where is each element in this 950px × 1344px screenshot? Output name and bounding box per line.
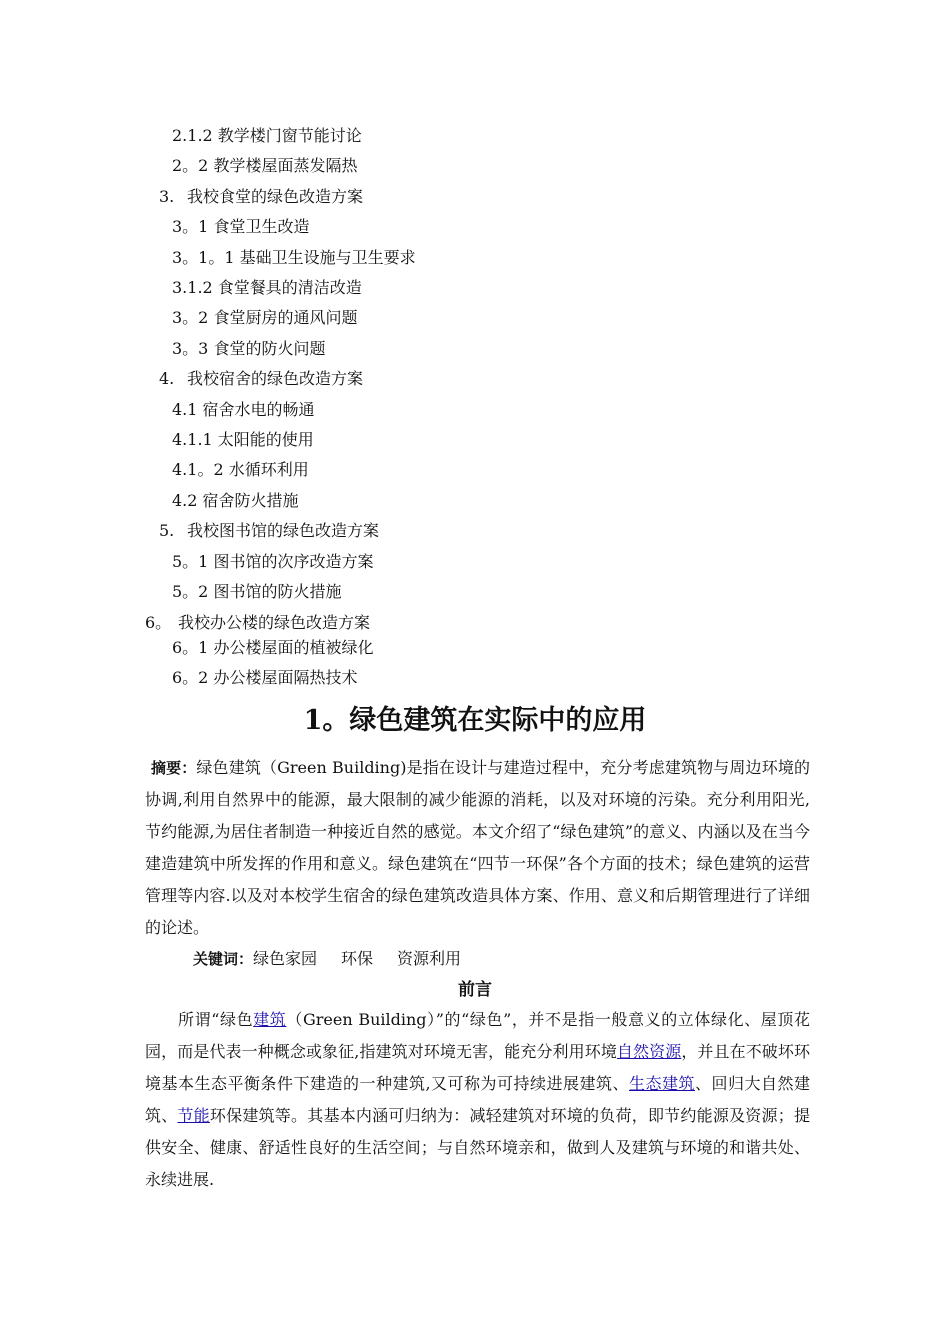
toc-entry: [172, 491, 299, 511]
keywords-line: [193, 946, 461, 972]
toc-entry: [172, 430, 314, 450]
toc-entry-text: 2。2 教学楼屋面蒸发隔热: [172, 156, 358, 175]
preface-text: 环保建筑等。其基本内涵可归纳为：减轻建筑对环境的负荷，即节约能源及资源；提供安全、健康、舒适性良好的生活空间；与自然环境亲和，做到人及建筑与环境的和谐共处、永续进展.: [145, 1106, 810, 1189]
toc-entry: [172, 552, 373, 572]
toc-entry-text: 3。2 食堂厨房的通风问题: [172, 308, 358, 327]
toc-entry: [172, 308, 357, 328]
toc-entry-number: 5.: [159, 521, 175, 540]
keywords-label: 关键词：: [193, 950, 254, 968]
toc-entry: [172, 582, 341, 602]
toc-entry: [172, 339, 325, 359]
toc-entry-text: 我校食堂的绿色改造方案: [187, 187, 364, 206]
abstract-paragraph: [145, 752, 810, 944]
toc-entry-text: 5。1 图书馆的次序改造方案: [172, 552, 374, 571]
toc-entry-text: 4.2 宿舍防火措施: [172, 491, 299, 510]
toc-entry: [172, 248, 416, 268]
section-title: 1。绿色建筑在实际中的应用: [303, 705, 647, 736]
toc-entry-text: 5。2 图书馆的防火措施: [172, 582, 342, 601]
toc-entry-text: 4.1。2 水循环利用: [172, 460, 309, 479]
toc-entry: [172, 126, 362, 146]
toc-entry-text: 4.1 宿舍水电的畅通: [172, 400, 315, 419]
toc-entry: [172, 668, 357, 688]
preface-paragraph: [145, 1004, 810, 1196]
keyword-item: 资源利用: [397, 949, 462, 968]
toc-entry-text: 我校办公楼的绿色改造方案: [178, 613, 371, 632]
toc-entry: [172, 400, 315, 420]
toc-entry-text: 我校宿舍的绿色改造方案: [187, 369, 364, 388]
toc-entry-number: 4.: [159, 369, 175, 388]
toc-entry: [159, 521, 379, 541]
preface-text: 所谓“绿色: [178, 1010, 254, 1029]
keyword-item: 绿色家园: [253, 949, 318, 968]
preface-text: 、回归大自然建筑、: [145, 1074, 810, 1125]
toc-entry-text: 我校图书馆的绿色改造方案: [187, 521, 380, 540]
link-energy-saving[interactable]: 节能: [177, 1106, 210, 1125]
toc-entry-text: 3。1 食堂卫生改造: [172, 217, 310, 236]
toc-entry: [172, 638, 373, 658]
preface-heading: 前言: [458, 980, 492, 1000]
toc-entry: [172, 217, 309, 237]
toc-entry: [159, 369, 363, 389]
preface-text: ，并且在不破坏环境基本生态平衡条件下建造的一种建筑,又可称为可持续进展建筑、: [145, 1042, 810, 1093]
toc-entry-text: 4.1.1 太阳能的使用: [172, 430, 314, 449]
toc-entry-text: 6。2 办公楼屋面隔热技术: [172, 668, 358, 687]
link-jianzhu[interactable]: 建筑: [253, 1010, 287, 1029]
toc-entry-text: 6。1 办公楼屋面的植被绿化: [172, 638, 374, 657]
preface-text: （Green Building）”的“绿色”，并不是指一般意义的立体绿化、屋顶花园，而是代表一种概念或象征,指建筑对环境无害，能充分利用环境: [145, 1010, 810, 1061]
keyword-item: 环保: [341, 949, 374, 968]
link-eco-building[interactable]: 生态建筑: [629, 1074, 695, 1093]
toc-entry-number: 3.: [159, 187, 175, 206]
abstract-text: 绿色建筑（Green Building)是指在设计与建造过程中，充分考虑建筑物与周边环境的协调,利用自然界中的能源，最大限制的减少能源的消耗，以及对环境的污染。充分利用阳光,节约能源,为居住者制造一种接近自然的感觉。本文介绍了“绿色建筑”的意义、内涵以及在当今建造建筑中所发挥的作用和意义。绿色建筑在“四节一环保”各个方面的技术；绿色建筑的运营管理等内容.以及对本校学生宿舍的绿色建筑改造具体方案、作用、意义和后期管理进行了详细的论述。: [145, 758, 810, 937]
toc-entry-number: 6。: [145, 613, 172, 632]
link-natural-resources[interactable]: 自然资源: [616, 1042, 682, 1061]
toc-entry: [159, 187, 363, 207]
toc-entry-text: 3.1.2 食堂餐具的清洁改造: [172, 278, 362, 297]
toc-entry-text: 3。3 食堂的防火问题: [172, 339, 326, 358]
toc-entry: [172, 460, 309, 480]
toc-entry: [145, 613, 370, 633]
toc-entry: [172, 278, 362, 298]
toc-entry: [172, 156, 357, 176]
toc-entry-text: 3。1。1 基础卫生设施与卫生要求: [172, 248, 416, 267]
toc-entry-text: 2.1.2 教学楼门窗节能讨论: [172, 126, 362, 145]
abstract-label: 摘要：: [151, 759, 197, 777]
